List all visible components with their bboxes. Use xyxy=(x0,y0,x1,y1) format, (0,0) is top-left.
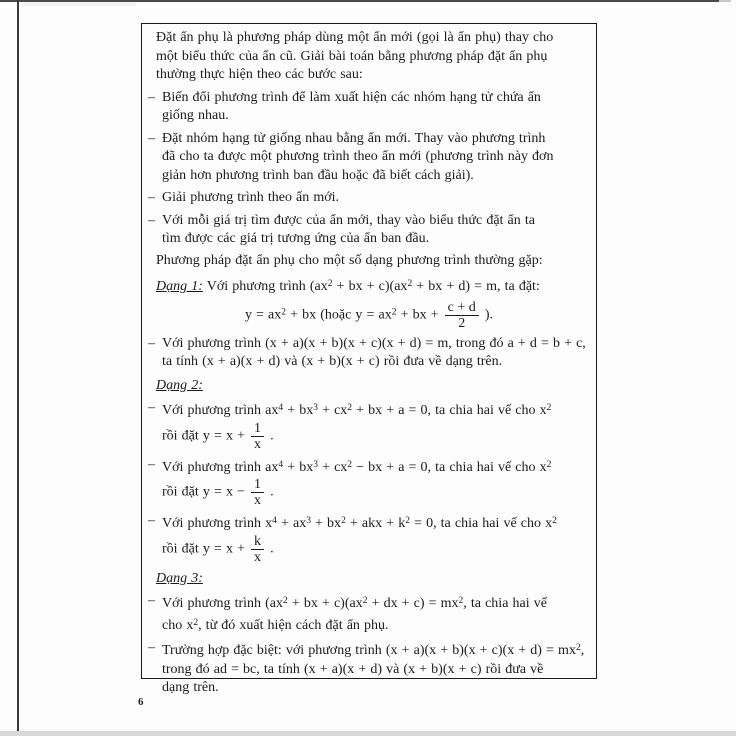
paragraph-block xyxy=(148,377,590,396)
paragraph-block xyxy=(148,275,590,297)
bullet-dash: – xyxy=(148,400,155,415)
scan-bottom-edge-band xyxy=(0,731,736,736)
text-line: dạng trên. xyxy=(162,680,219,695)
bullet-item xyxy=(148,212,590,249)
bullet-dash: – xyxy=(148,593,155,608)
text-line: rồi đặt y = x + $\frac{1}{x}$ . xyxy=(162,420,274,452)
text-line: Với phương trình $ax^4 + bx^3 + cx^2$ − bx + a = 0, ta chia hai vế cho $x^2$ xyxy=(162,459,552,475)
bullet-item xyxy=(148,512,590,565)
scan-smudge xyxy=(24,2,136,6)
text-line: đã cho ta được một phương trình theo ẩn mới (phương trình này đơn xyxy=(162,149,554,164)
bullet-item xyxy=(148,592,590,635)
dang-heading-label: Dạng 2: xyxy=(156,377,203,393)
text-line: một biểu thức của ẩn cũ. Giải bài toán bằng phương pháp đặt ẩn phụ xyxy=(156,48,548,64)
fraction-denominator: x xyxy=(254,436,262,452)
text-line: Trường hợp đặc biệt: với phương trình $(x + a)(x + b)(x + c)(x + d) = mx^2$, xyxy=(162,643,585,658)
superscript: 3 xyxy=(313,403,318,413)
fraction-numerator: 1 xyxy=(251,421,264,437)
fraction-numerator: 1 xyxy=(251,477,264,493)
superscript: 4 xyxy=(272,516,277,526)
text-line: giản hơn phương trình ban đầu hoặc đã biết cách giải). xyxy=(162,167,474,183)
bullet-dash: – xyxy=(148,190,155,205)
superscript: 2 xyxy=(546,459,552,470)
fraction xyxy=(251,477,264,508)
superscript: 4 xyxy=(278,459,284,470)
dang-heading-label: Dạng 3: xyxy=(156,570,203,586)
superscript: 2 xyxy=(347,403,353,413)
superscript: 2 xyxy=(327,279,333,289)
superscript: 2 xyxy=(347,459,353,470)
bullet-item xyxy=(148,130,590,186)
bullet-item xyxy=(148,639,590,698)
superscript: 2 xyxy=(341,516,346,526)
fraction-denominator: x xyxy=(254,549,262,565)
fraction xyxy=(251,421,264,452)
bullet-dash: – xyxy=(148,513,155,528)
paragraph-block xyxy=(148,570,590,589)
fraction-denominator: x xyxy=(254,493,262,508)
text-line: trong đó ad = bc, ta tính (x + a)(x + d) và (x + b)(x + c) rồi đưa về xyxy=(162,661,544,677)
superscript: 2 xyxy=(362,596,368,606)
bullet-dash: – xyxy=(148,640,155,655)
superscript: 2 xyxy=(193,617,199,628)
superscript: 2 xyxy=(391,307,397,318)
text-line: rồi đặt y = x + $\frac{k}{x}$ . xyxy=(162,533,274,565)
text-line xyxy=(156,377,590,396)
bullet-item xyxy=(148,456,590,509)
text-line: Với phương trình $ax^4 + bx^3 + cx^2$ + bx + a = 0, ta chia hai vế cho $x^2$ xyxy=(162,403,552,418)
bullet-dash: – xyxy=(148,130,155,146)
text-line: thường thực hiện theo các bước sau: xyxy=(156,67,363,82)
text-line: Đặt ẩn phụ là phương pháp dùng một ẩn mới (gọi là ẩn phụ) thay cho xyxy=(156,30,554,45)
text-line: cho $x^2$, từ đó xuất hiện cách đặt ẩn phụ. xyxy=(162,617,389,633)
superscript: 4 xyxy=(278,403,284,413)
superscript: 2 xyxy=(552,516,557,526)
text-line: Giải phương trình theo ẩn mới. xyxy=(162,190,340,205)
text-line: tìm được các giá trị tương ứng của ẩn ban đầu. xyxy=(162,231,430,246)
text-line: Với phương trình ($ax^2$ + bx + $c)(ax^2$ + dx + $c) = mx^2$, ta chia hai vế xyxy=(162,596,547,611)
superscript: 2 xyxy=(405,516,410,526)
superscript: 2 xyxy=(283,596,288,606)
text-line: ta tính (x + a)(x + d) và (x + b)(x + c) rồi đưa về dạng trên. xyxy=(162,354,503,369)
superscript: 2 xyxy=(575,643,581,653)
bullet-item xyxy=(148,89,590,126)
text-line: rồi đặt y = x − $\frac{1}{x}$ . xyxy=(162,477,274,508)
formula-block xyxy=(148,300,590,331)
superscript: 2 xyxy=(281,307,287,318)
text-line: Biến đổi phương trình để làm xuất hiện các nhóm hạng tử chứa ẩn xyxy=(162,89,541,105)
text-line: Phương pháp đặt ẩn phụ cho một số dạng phương trình thường gặp: xyxy=(156,252,543,268)
text-line: Với mỗi giá trị tìm được của ẩn mới, thay vào biểu thức đặt ẩn ta xyxy=(162,212,535,228)
text-line: $y = ax^2$ + bx (hoặc $y = ax^2$ + bx + $\frac{c + d}{2}$ ). xyxy=(244,299,494,331)
superscript: 2 xyxy=(546,403,552,413)
fraction xyxy=(251,534,264,565)
text-line: Với phương trình (x + a)(x + b)(x + c)(x + d) = m, trong đó a + d = b + c, xyxy=(162,335,586,351)
superscript: 2 xyxy=(458,596,464,606)
fraction-denominator: 2 xyxy=(458,315,466,331)
text-line: giống nhau. xyxy=(162,108,229,123)
page-number: 6 xyxy=(138,696,144,708)
superscript: 3 xyxy=(313,459,318,470)
dang-heading-label: Dạng 1: xyxy=(156,279,203,294)
scan-top-edge-light-segment xyxy=(719,0,731,2)
text-box xyxy=(141,23,597,695)
bullet-item xyxy=(148,335,590,372)
bullet-dash: – xyxy=(148,89,155,105)
bullet-item xyxy=(148,189,590,208)
text-line: Dạng 1: Với phương trình ($ax^2$ + bx + $c)(ax^2$ + bx + d) = m, ta đặt: xyxy=(156,279,540,294)
superscript: 2 xyxy=(407,279,413,289)
text-line xyxy=(156,570,590,589)
bullet-item xyxy=(148,399,590,452)
text-line: Với phương trình $x^4 + ax^3 + bx^2$ + akx + $k^2 = 0$, ta chia hai vế cho $x^2$ xyxy=(162,516,557,531)
fraction-numerator: k xyxy=(251,534,264,550)
bullet-dash: – xyxy=(148,335,155,351)
fraction-numerator: c + d xyxy=(445,300,479,316)
superscript: 3 xyxy=(306,516,311,526)
fraction xyxy=(445,300,479,331)
paragraph-block xyxy=(148,252,590,271)
text-line: Đặt nhóm hạng tử giống nhau bằng ẩn mới. Thay vào phương trình xyxy=(162,130,546,146)
scan-left-margin-line xyxy=(17,0,19,736)
paragraph-block xyxy=(148,29,590,85)
bullet-dash: – xyxy=(148,212,155,228)
bullet-dash: – xyxy=(148,456,155,472)
